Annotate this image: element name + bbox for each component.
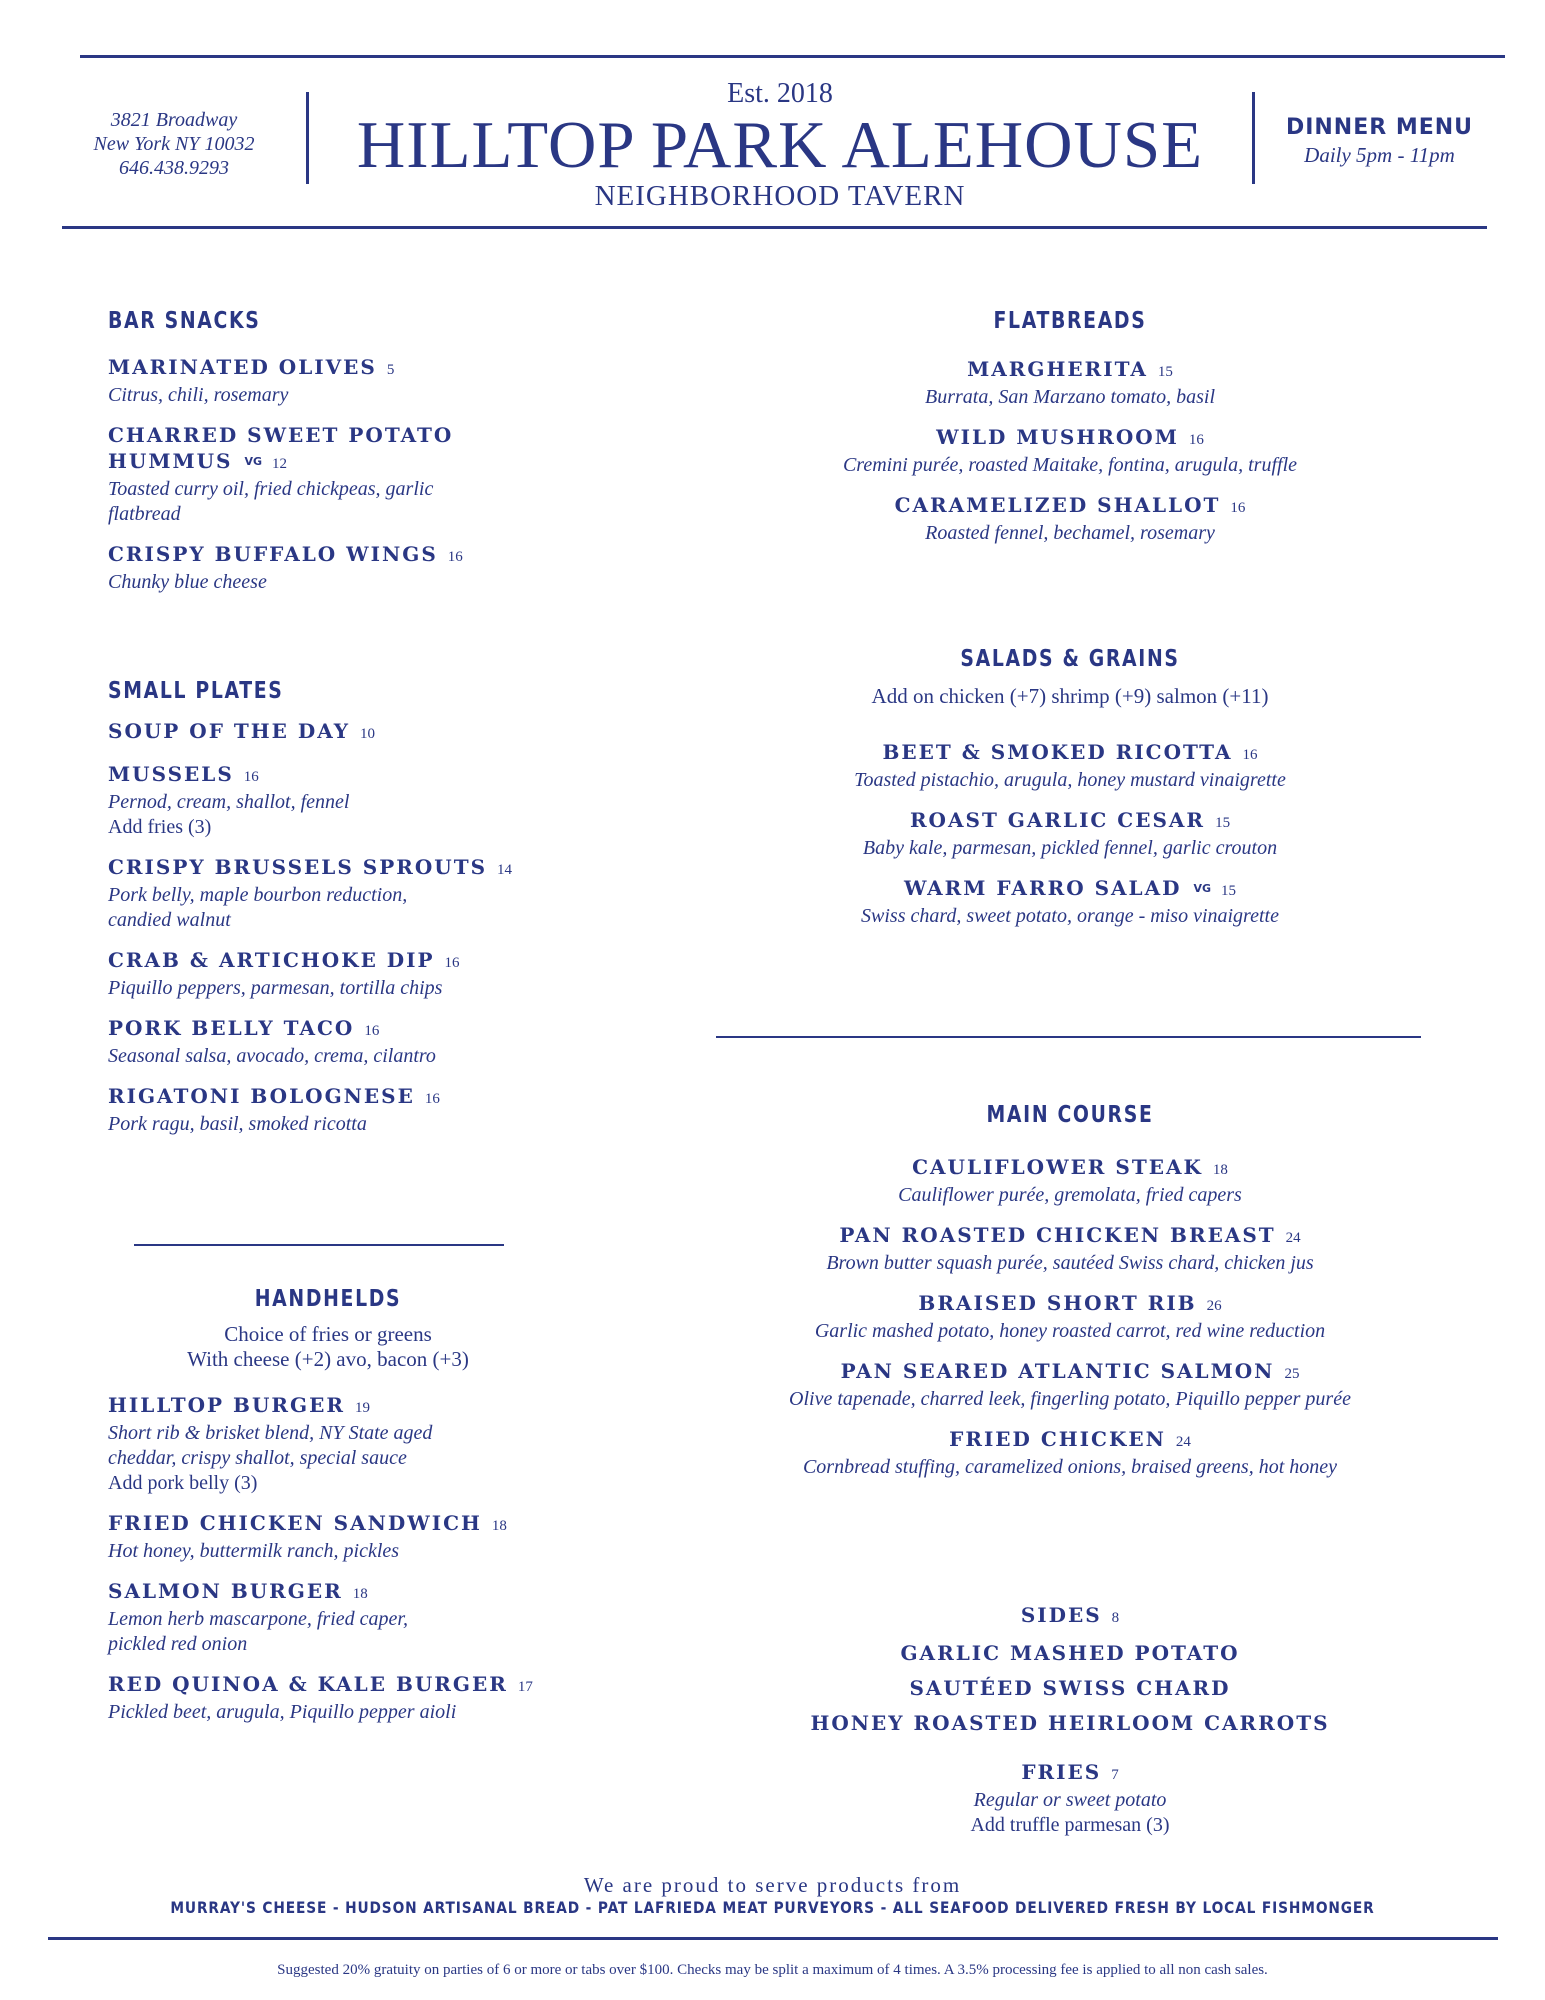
menu-item bbox=[108, 1015, 578, 1069]
main-course-section bbox=[720, 1102, 1420, 1494]
item-price: 7 bbox=[1111, 1767, 1119, 1783]
item-description: Seasonal salsa, avocado, crema, cilantro bbox=[108, 1045, 436, 1067]
menu-item bbox=[720, 739, 1420, 793]
item-price: 16 bbox=[424, 1091, 440, 1107]
item-name-continued: HUMMUS bbox=[108, 449, 233, 473]
item-addon: Add fries (3) bbox=[108, 816, 212, 838]
item-price: 24 bbox=[1285, 1230, 1301, 1246]
item-name: WARM FARRO SALAD bbox=[903, 876, 1182, 900]
address-line-2: New York NY 10032 bbox=[93, 133, 255, 155]
item-price: 5 bbox=[386, 362, 395, 378]
address-block bbox=[58, 108, 290, 180]
item-description-continued: flatbread bbox=[108, 503, 181, 525]
restaurant-name: HILLTOP PARK ALEHOUSE bbox=[356, 108, 1204, 182]
menu-hours: Daily 5pm - 11pm bbox=[1304, 143, 1455, 167]
item-name: WILD MUSHROOM bbox=[936, 425, 1179, 449]
item-description: Short rib & brisket blend, NY State aged bbox=[108, 1422, 433, 1444]
item-description-continued: pickled red onion bbox=[108, 1633, 248, 1655]
established-year: Est. 2018 bbox=[727, 78, 833, 109]
small-plates-section bbox=[108, 678, 578, 1151]
flatbreads-section bbox=[720, 308, 1420, 560]
menu-item bbox=[108, 354, 578, 408]
footer-proud-line: We are proud to serve products from bbox=[583, 1873, 962, 1897]
item-description: Lemon herb mascarpone, fried caper, bbox=[108, 1608, 408, 1630]
phone-number: 646.438.9293 bbox=[119, 157, 229, 179]
header-divider-right bbox=[1252, 92, 1255, 184]
item-price: 17 bbox=[517, 1679, 533, 1695]
item-price: 16 bbox=[444, 955, 460, 971]
item-price: 14 bbox=[497, 862, 513, 878]
section-heading: SALADS & GRAINS bbox=[960, 646, 1180, 672]
item-description: Pickled beet, arugula, Piquillo pepper aioli bbox=[108, 1701, 457, 1723]
menu-item bbox=[108, 718, 578, 747]
item-description: Toasted pistachio, arugula, honey mustard vinaigrette bbox=[854, 769, 1286, 791]
item-name: CARAMELIZED SHALLOT bbox=[894, 493, 1221, 517]
top-rule bbox=[80, 55, 1505, 58]
section-note: With cheese (+2) avo, bacon (+3) bbox=[187, 1347, 469, 1371]
item-price: 18 bbox=[352, 1586, 368, 1602]
item-name: CHARRED SWEET POTATO bbox=[108, 423, 454, 447]
item-price: 15 bbox=[1221, 883, 1237, 899]
item-addon: Add truffle parmesan (3) bbox=[970, 1814, 1170, 1836]
item-description: Citrus, chili, rosemary bbox=[108, 384, 289, 406]
item-description: Cauliflower purée, gremolata, fried capers bbox=[898, 1184, 1242, 1206]
item-description-continued: candied walnut bbox=[108, 909, 231, 931]
item-name: PORK BELLY TACO bbox=[108, 1016, 355, 1040]
item-name: ROAST GARLIC CESAR bbox=[909, 808, 1206, 832]
item-price: 18 bbox=[491, 1518, 507, 1534]
menu-item bbox=[108, 854, 578, 933]
menu-item bbox=[108, 422, 578, 527]
item-name: SOUP OF THE DAY bbox=[108, 719, 351, 743]
item-name: FRIES bbox=[1021, 1760, 1102, 1784]
item-price: 16 bbox=[243, 769, 259, 785]
item-price: 15 bbox=[1215, 815, 1231, 831]
item-description: Brown butter squash purée, sautéed Swiss chard, chicken jus bbox=[826, 1252, 1314, 1274]
item-price: 24 bbox=[1175, 1434, 1191, 1450]
item-price: 19 bbox=[354, 1400, 370, 1416]
item-price: 12 bbox=[272, 456, 288, 472]
footer-purveyors: MURRAY'S CHEESE - HUDSON ARTISANAL BREAD - PAT LAFRIEDA MEAT PURVEYORS - ALL SEAFOOD DELIVERED FRESH BY LOCAL FISHMONGER bbox=[170, 1898, 1375, 1917]
menu-item bbox=[108, 1510, 578, 1564]
item-name: SALMON BURGER bbox=[108, 1579, 343, 1603]
item-name: PAN ROASTED CHICKEN BREAST bbox=[839, 1223, 1276, 1247]
item-name: PAN SEARED ATLANTIC SALMON bbox=[840, 1359, 1275, 1383]
item-description: Burrata, San Marzano tomato, basil bbox=[924, 386, 1216, 408]
item-description: Piquillo peppers, parmesan, tortilla chips bbox=[108, 977, 443, 999]
menu-item bbox=[108, 541, 578, 595]
menu-item bbox=[108, 1392, 578, 1496]
salads-grains-section bbox=[720, 646, 1420, 943]
item-name: CAULIFLOWER STEAK bbox=[912, 1155, 1203, 1179]
title-block bbox=[320, 78, 1240, 212]
right-section-divider bbox=[716, 1036, 1421, 1038]
item-name: MARINATED OLIVES bbox=[108, 355, 377, 379]
menu-item bbox=[720, 1290, 1420, 1344]
menu-item bbox=[720, 1426, 1420, 1480]
item-price: 16 bbox=[1242, 747, 1258, 763]
item-description: Swiss chard, sweet potato, orange - miso vinaigrette bbox=[861, 905, 1279, 927]
item-description-continued: cheddar, crispy shallot, special sauce bbox=[108, 1447, 407, 1469]
item-name: FRIED CHICKEN bbox=[949, 1427, 1166, 1451]
sides-price: 8 bbox=[1111, 1610, 1120, 1626]
address-line-1: 3821 Broadway bbox=[110, 109, 238, 131]
item-name: CRISPY BUFFALO WINGS bbox=[108, 542, 438, 566]
side-item: GARLIC MASHED POTATO bbox=[900, 1641, 1240, 1665]
section-heading: SMALL PLATES bbox=[108, 678, 284, 704]
item-name: CRAB & ARTICHOKE DIP bbox=[108, 948, 435, 972]
restaurant-tagline: NEIGHBORHOOD TAVERN bbox=[594, 180, 966, 212]
left-section-divider bbox=[134, 1244, 504, 1246]
item-price: 15 bbox=[1157, 364, 1173, 380]
menu-item bbox=[720, 807, 1420, 861]
item-description: Regular or sweet potato bbox=[973, 1789, 1167, 1811]
sides-section bbox=[720, 1598, 1420, 1852]
menu-item bbox=[720, 875, 1420, 929]
item-price: 10 bbox=[360, 726, 376, 742]
item-description: Hot honey, buttermilk ranch, pickles bbox=[108, 1540, 400, 1562]
section-heading: SIDES bbox=[1020, 1603, 1102, 1627]
bar-snacks-section bbox=[108, 308, 578, 609]
item-addon: Add pork belly (3) bbox=[108, 1472, 258, 1494]
item-name: RIGATONI BOLOGNESE bbox=[108, 1084, 415, 1108]
item-price: 25 bbox=[1284, 1366, 1300, 1382]
item-description: Pork ragu, basil, smoked ricotta bbox=[108, 1113, 367, 1135]
item-name: MUSSELS bbox=[108, 762, 234, 786]
footer-gratuity-note: Suggested 20% gratuity on parties of 6 or more or tabs over $100. Checks may be split a maximum of 4 times. A 3.5% processing fee is applied to all non cash sales. bbox=[277, 1962, 1268, 1978]
item-description: Pernod, cream, shallot, fennel bbox=[108, 791, 350, 813]
menu-item bbox=[108, 947, 578, 1001]
item-description: Cremini purée, roasted Maitake, fontina, arugula, truffle bbox=[842, 454, 1298, 476]
menu-hours-block bbox=[1262, 114, 1497, 168]
item-description: Roasted fennel, bechamel, rosemary bbox=[925, 522, 1215, 544]
item-price: 16 bbox=[1230, 500, 1246, 516]
menu-item bbox=[108, 1671, 578, 1725]
item-name: RED QUINOA & KALE BURGER bbox=[108, 1672, 508, 1696]
menu-item bbox=[720, 1358, 1420, 1412]
section-note: Add on chicken (+7) shrimp (+9) salmon (+11) bbox=[871, 684, 1269, 708]
item-name: BRAISED SHORT RIB bbox=[918, 1291, 1197, 1315]
section-heading: FLATBREADS bbox=[993, 308, 1147, 334]
item-description: Cornbread stuffing, caramelized onions, braised greens, hot honey bbox=[802, 1456, 1338, 1478]
item-description: Pork belly, maple bourbon reduction, bbox=[108, 884, 408, 906]
item-name: FRIED CHICKEN SANDWICH bbox=[108, 1511, 482, 1535]
item-price: 18 bbox=[1212, 1162, 1228, 1178]
item-description: Chunky blue cheese bbox=[108, 571, 267, 593]
menu-item bbox=[720, 1154, 1420, 1208]
item-name: MARGHERITA bbox=[967, 357, 1148, 381]
menu-title: DINNER MENU bbox=[1285, 115, 1474, 140]
item-name: CRISPY BRUSSELS SPROUTS bbox=[108, 855, 488, 879]
menu-item bbox=[720, 356, 1420, 410]
menu-item bbox=[720, 1759, 1420, 1838]
side-item: HONEY ROASTED HEIRLOOM CARROTS bbox=[810, 1711, 1330, 1735]
item-price: 16 bbox=[1188, 432, 1204, 448]
item-description: Garlic mashed potato, honey roasted carrot, red wine reduction bbox=[814, 1320, 1326, 1342]
item-price: 16 bbox=[364, 1023, 380, 1039]
item-price: 26 bbox=[1206, 1298, 1222, 1314]
header-bottom-rule bbox=[62, 226, 1487, 229]
menu-item bbox=[720, 424, 1420, 478]
section-heading: BAR SNACKS bbox=[108, 308, 261, 334]
item-description: Baby kale, parmesan, pickled fennel, garlic crouton bbox=[862, 837, 1278, 859]
side-item: SAUTÉED SWISS CHARD bbox=[909, 1676, 1231, 1700]
footer-rule bbox=[48, 1937, 1498, 1940]
item-name: HILLTOP BURGER bbox=[108, 1393, 345, 1417]
header-divider-left bbox=[306, 92, 309, 184]
menu-item bbox=[108, 1083, 578, 1137]
handhelds-section bbox=[108, 1286, 578, 1739]
section-heading: HANDHELDS bbox=[254, 1286, 402, 1312]
item-price: 16 bbox=[447, 549, 463, 565]
section-heading: MAIN COURSE bbox=[986, 1102, 1154, 1128]
item-description: Olive tapenade, charred leek, fingerling potato, Piquillo pepper purée bbox=[789, 1388, 1351, 1410]
section-note: Choice of fries or greens bbox=[224, 1322, 432, 1346]
item-name: BEET & SMOKED RICOTTA bbox=[882, 740, 1233, 764]
vegan-tag: VG bbox=[244, 455, 263, 468]
menu-item bbox=[108, 761, 578, 840]
menu-item bbox=[720, 492, 1420, 546]
menu-item bbox=[108, 1578, 578, 1657]
vegan-tag: VG bbox=[1193, 882, 1212, 895]
item-description: Toasted curry oil, fried chickpeas, garlic bbox=[108, 478, 434, 500]
menu-item bbox=[720, 1222, 1420, 1276]
